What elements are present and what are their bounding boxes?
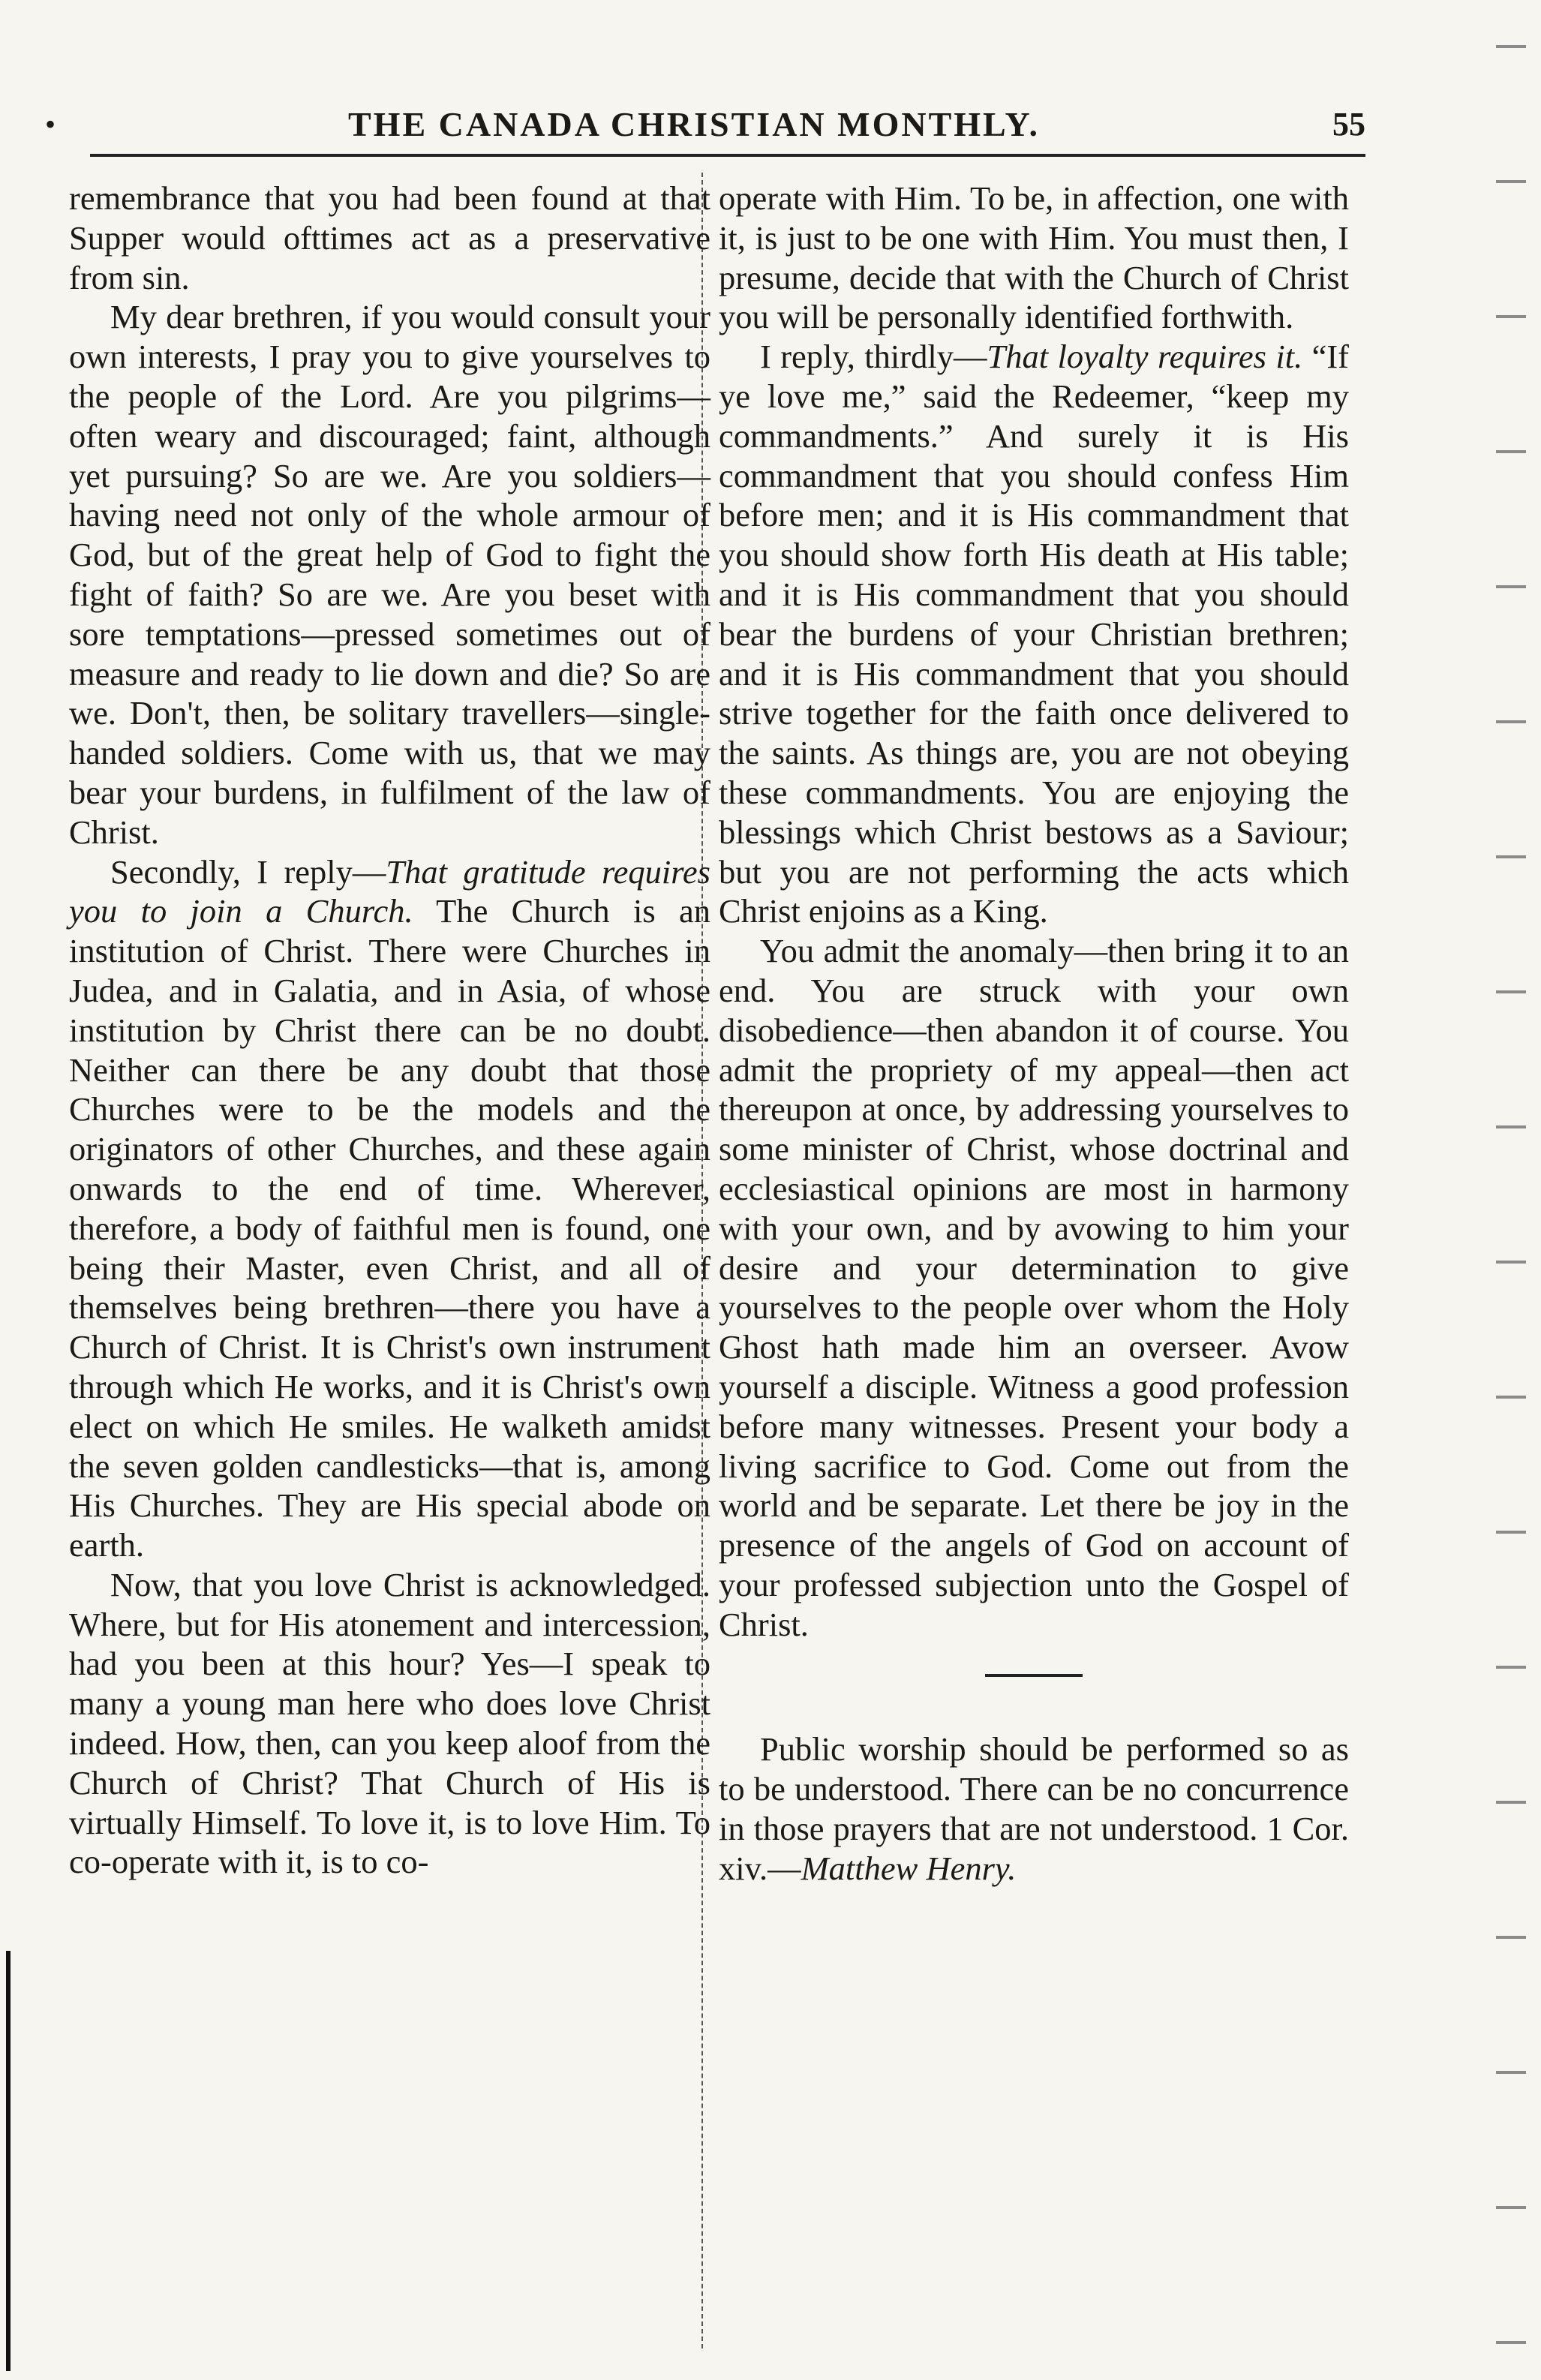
right-column xyxy=(719,179,1349,1889)
italic-heading: That loyalty requires it. xyxy=(987,338,1303,376)
page-number: 55 xyxy=(1332,105,1365,143)
scan-left-edge xyxy=(6,1951,11,2371)
quotation-paragraph xyxy=(719,1729,1349,1888)
paragraph-lead: Secondly, I reply— xyxy=(110,852,386,891)
paragraph-body: “If ye love me,” said the Redeemer, “keep my commandments.” And surely it is His commandment that you should confess Him before men; and it is His commandment that you should show forth His death at His table; and it is His commandment that you should bear the burdens of your Christian brethren; and it is His commandment that you should strive together for the faith once delivered to the saints. As things are, you are not obeying these commandments. You are enjoying the blessings which Christ bestows as a Saviour; but you are not performing the acts which Christ enjoins as a King. xyxy=(719,338,1350,930)
section-separator xyxy=(985,1674,1083,1677)
quotation-attribution: Matthew Henry. xyxy=(801,1849,1017,1887)
italic-heading: That gratitude requires you to join a Church. xyxy=(69,852,710,930)
left-column xyxy=(69,179,710,1882)
header-rule xyxy=(90,154,1365,157)
right-paragraph-1: operate with Him. To be, in affection, one with it, is just to be one with Him. You must then, I presume, decide that with the Church of Christ you will be personally identified forthwith. xyxy=(719,179,1349,336)
scan-edge-marks xyxy=(1496,0,1526,2380)
left-paragraph-2: My dear brethren, if you would consult your own interests, I pray you to give yourselves to the people of the Lord. Are you pilgrims—often weary and discouraged; faint, although yet pursuing? So are we. Are you soldiers—having need not only of the whole armour of God, but of the great help of God to fight the fight of faith? So are we. Are you beset with sore temptations—pressed sometimes out of measure and ready to lie down and die? So are we. Don't, then, be solitary travellers—single-handed soldiers. Come with us, that we may bear your burdens, in fulfilment of the law of Christ. xyxy=(69,298,710,851)
quotation-text: Public worship should be performed so as to be understood. There can be no concurrence in those prayers that are not understood. 1 Cor. xiv.— xyxy=(719,1730,1349,1887)
right-paragraph-2 xyxy=(719,337,1349,931)
header-bullet: • xyxy=(45,107,56,141)
left-paragraph-4: Now, that you love Christ is acknowledged. Where, but for His atonement and intercession, had you been at this hour? Yes—I speak to many a young man here who does love Christ indeed. How, then, can you keep aloof from the Church of Christ? That Church of His is virtually Himself. To love it, is to love Him. To co-operate with it, is to co- xyxy=(69,1565,710,1881)
paragraph-body: The Church is an institution of Christ. There were Churches in Judea, and in Galatia, and in Asia, of whose institution by Christ there can be no doubt. Neither can there be any doubt that those Churches were to be the models and the originators of other Churches, and these again onwards to the end of time. Wherever, therefore, a body of faithful men is found, one being their Master, even Christ, and all of themselves being brethren—there you have a Church of Christ. It is Christ's own instrument through which He works, and it is Christ's own elect on which He smiles. He walketh amidst the seven golden candlesticks—that is, among His Churches. They are His special abode on earth. xyxy=(69,892,710,1564)
paragraph-lead: I reply, thirdly— xyxy=(760,338,987,376)
left-paragraph-3 xyxy=(69,852,710,1565)
left-paragraph-1: remembrance that you had been found at that Supper would ofttimes act as a preservative from sin. xyxy=(69,179,710,296)
journal-title: THE CANADA CHRISTIAN MONTHLY. xyxy=(348,104,1040,143)
right-paragraph-3: You admit the anomaly—then bring it to an end. You are struck with your own disobedience—then abandon it of course. You admit the propriety of my appeal—then act thereupon at once, by addressing yourselves to some minister of Christ, whose doctrinal and ecclesiastical opinions are most in harmony with your own, and by avowing to him your desire and your determination to give yourselves to the people over whom the Holy Ghost hath made him an overseer. Avow yourself a disciple. Witness a good profession before many witnesses. Present your body a living sacrifice to God. Come out from the world and be separate. Let there be joy in the presence of the angels of God on account of your professed subjection unto the Gospel of Christ. xyxy=(719,932,1349,1643)
running-header xyxy=(45,90,1365,158)
